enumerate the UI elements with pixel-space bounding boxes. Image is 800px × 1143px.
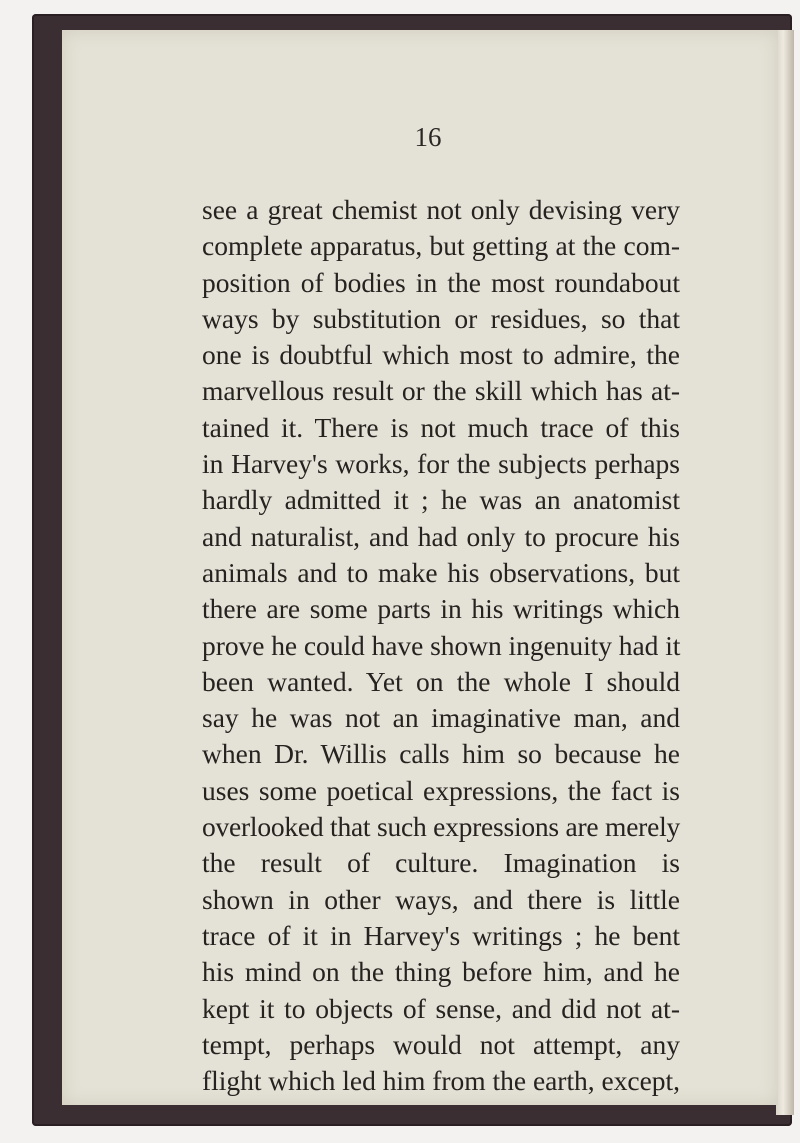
text-line: uses some poetical expressions, the fact is [202,774,680,806]
text-line: prove he could have shown ingenuity had it [202,629,681,661]
text-line: been wanted. Yet on the whole I should [202,665,680,697]
text-line: see a great chemist not only devising very [202,194,680,225]
text-line: hardly admitted it ; he was an anatomist [202,484,680,516]
text-line: shown in other ways, and there is little [202,883,680,915]
text-line: say he was not an imaginative man, and [202,702,680,734]
text-line: complete apparatus, but getting at the com- [202,230,680,262]
text-line: flight which led him from the earth, except, [202,1065,680,1097]
text-line: the result of culture. Imagination is [202,847,680,879]
body-text [202,192,680,1099]
text-line: ways by substitution or residues, so that [202,302,680,334]
text-line: animals and to make his observations, but [202,556,680,588]
text-line: position of bodies in the most roundabout [202,266,680,298]
text-line: there are some parts in his writings which [202,593,680,625]
page-edges [776,30,794,1115]
text-line: tempt, perhaps would not attempt, any [202,1028,680,1060]
text-line: one is doubtful which most to admire, the [202,339,680,371]
text-line: overlooked that such expressions are merely [202,811,680,843]
text-line: when Dr. Willis calls him so because he [202,738,680,770]
text-line: tained it. There is not much trace of this [202,411,680,443]
text-line: trace of it in Harvey's writings ; he bent [202,919,680,951]
text-line: kept it to objects of sense, and did not at- [202,992,680,1024]
text-line: and naturalist, and had only to procure his [202,520,680,552]
book-page [62,30,778,1105]
text-line: his mind on the thing before him, and he [202,956,680,988]
page-number: 16 [414,122,442,152]
text-line: in Harvey's works, for the subjects perhaps [202,448,680,480]
text-line: marvellous result or the skill which has at- [202,375,680,407]
